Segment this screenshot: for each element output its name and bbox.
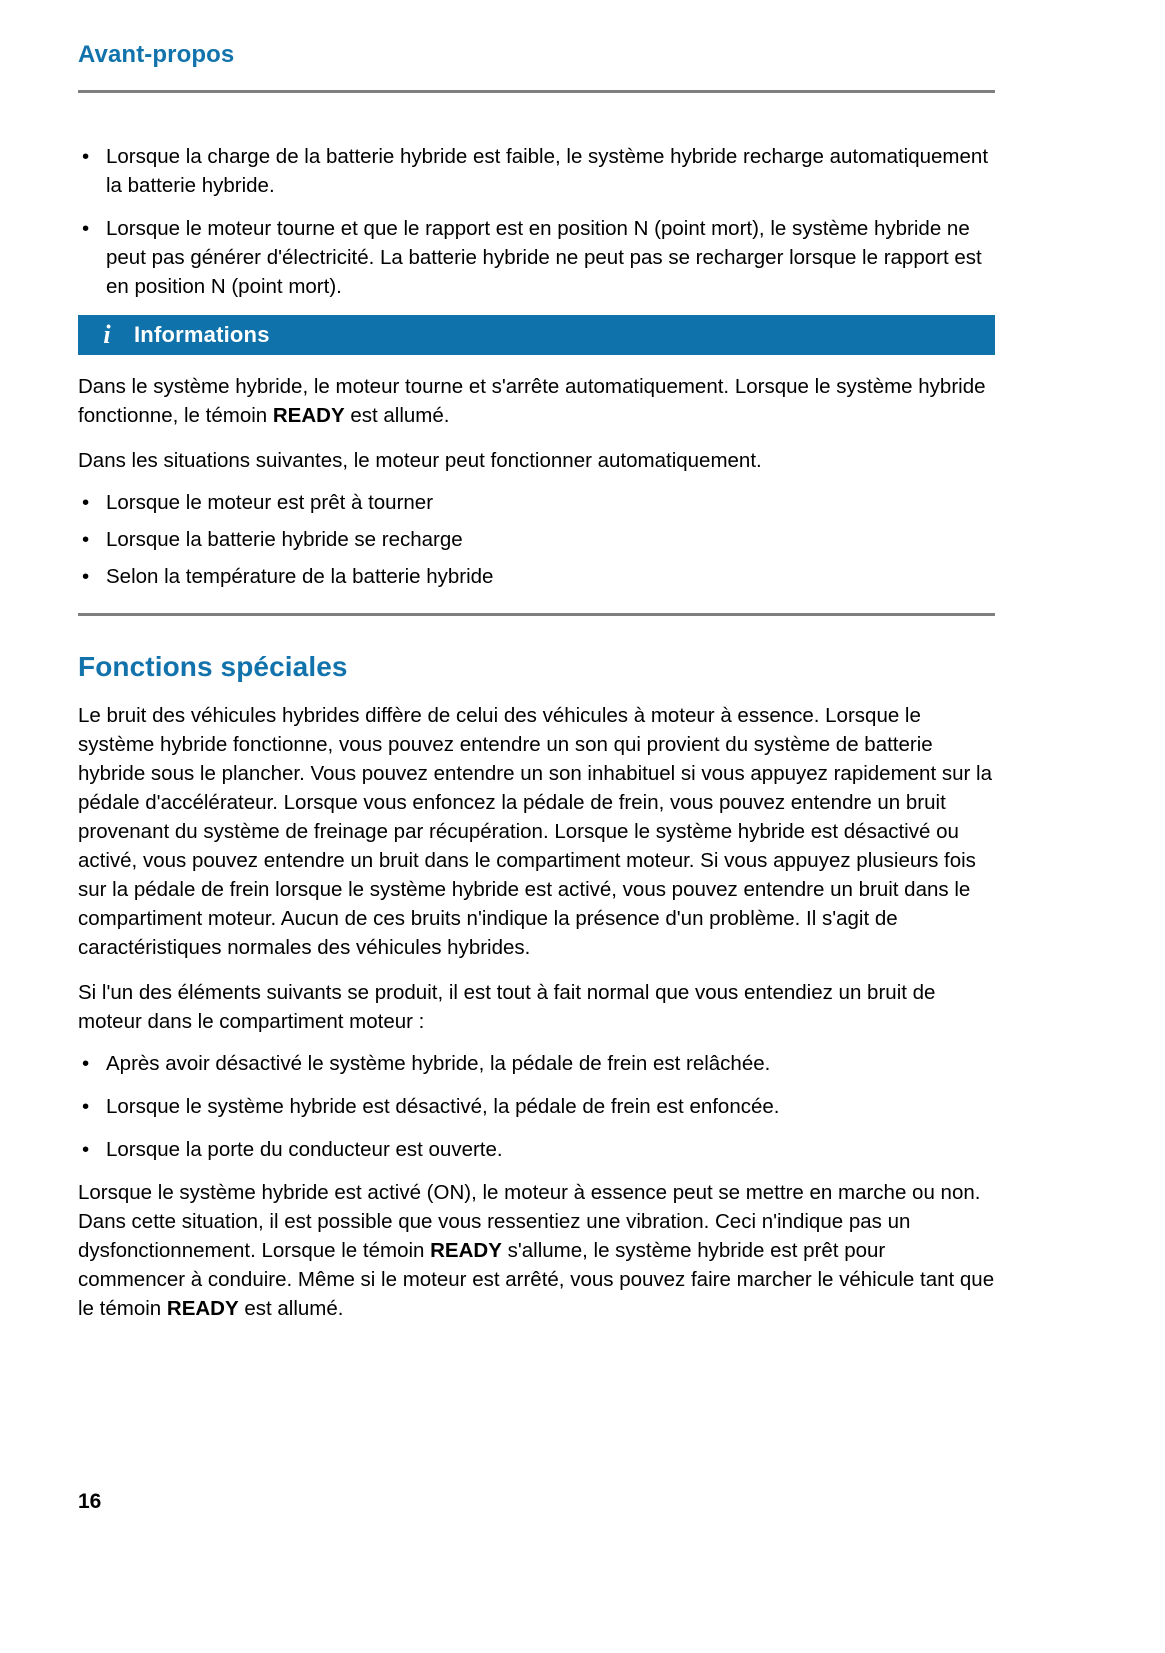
chapter-title: Avant-propos <box>78 41 235 68</box>
section-paragraph-1: Le bruit des véhicules hybrides diffère de celui des véhicules à moteur à essence. Lorsque le système hybride fonctionne, vous pouvez entendre un son qui provient du système de batterie hybride sous le plancher. Vous pouvez entendre un son inhabituel si vous appuyez rapidement sur la pédale d'accélérateur. Lorsque vous enfoncez la pédale de frein, vous pouvez entendre un bruit provenant du système de freinage par récupération. Lorsque le système hybride est désactivé ou activé, vous pouvez entendre un bruit dans le compartiment moteur. Si vous appuyez plusieurs fois sur la pédale de frein lorsque le système hybride est activé, vous pouvez entendre un bruit dans le compartiment moteur. Aucun de ces bruits n'indique la présence d'un problème. Il s'agit de caractéristiques normales des véhicules hybrides. <box>78 704 992 960</box>
info-banner-title: Informations <box>134 322 270 347</box>
list-item <box>78 525 995 554</box>
info-bullet-list <box>78 488 995 591</box>
section-paragraph-3-mid: s'allume, le système hybride est prêt pour commencer à conduire. Même si le moteur est arrêté, vous pouvez faire marcher le véhicule tant que le témoin <box>78 1239 995 1321</box>
list-item-text: Lorsque le moteur tourne et que le rapport est en position N (point mort), le système hybride ne peut pas générer d'électricité. La batterie hybride ne peut pas se recharger lorsque le rapport est en position N (point mort). <box>106 217 982 298</box>
page-number: 16 <box>78 1490 102 1513</box>
bullet-dot-icon: • <box>82 145 90 168</box>
list-item <box>78 142 995 200</box>
list-item-text: Lorsque la batterie hybride se recharge <box>106 528 463 551</box>
list-item <box>78 1049 995 1078</box>
section-paragraph-3 <box>78 1178 995 1323</box>
list-item-text: Lorsque le moteur est prêt à tourner <box>106 491 434 514</box>
info-paragraph-1-post: est allumé. <box>344 404 450 427</box>
list-item <box>78 1092 995 1121</box>
bullet-dot-icon: • <box>82 565 90 588</box>
bullet-dot-icon: • <box>82 1138 90 1162</box>
section-paragraph-3-post: est allumé. <box>238 1297 344 1321</box>
list-item-text: Lorsque la charge de la batterie hybride est faible, le système hybride recharge automatiquement la batterie hybride. <box>106 145 989 197</box>
info-paragraph-1 <box>78 372 995 430</box>
list-item-text: Après avoir désactivé le système hybride, la pédale de frein est relâchée. <box>106 1052 771 1076</box>
list-item-text: Selon la température de la batterie hybride <box>106 565 494 588</box>
bullet-dot-icon: • <box>82 491 90 514</box>
info-paragraph-1-pre: Dans le système hybride, le moteur tourne et s'arrête automatiquement. Lorsque le système hybride fonctionne, le témoin <box>78 375 986 427</box>
section-paragraph-2: Si l'un des éléments suivants se produit, il est tout à fait normal que vous entendiez un bruit de moteur dans le compartiment moteur : <box>78 981 936 1034</box>
list-item <box>78 1135 995 1164</box>
bullet-dot-icon: • <box>82 1095 90 1119</box>
info-italic-i-icon: i <box>103 320 111 349</box>
list-item-text: Lorsque la porte du conducteur est ouverte. <box>106 1138 503 1162</box>
section-bullet-list <box>78 1049 995 1164</box>
list-item-text: Lorsque le système hybride est désactivé, la pédale de frein est enfoncée. <box>106 1095 780 1119</box>
bullet-dot-icon: • <box>82 528 90 551</box>
ready-indicator-label: READY <box>430 1239 502 1263</box>
bullet-dot-icon: • <box>82 1052 90 1076</box>
info-banner <box>78 315 995 355</box>
header-divider <box>78 90 995 93</box>
ready-indicator-label: READY <box>272 404 345 427</box>
bullet-dot-icon: • <box>82 217 90 240</box>
list-item <box>78 562 995 591</box>
info-paragraph-2: Dans les situations suivantes, le moteur peut fonctionner automatiquement. <box>78 449 762 472</box>
intro-bullet-list <box>78 142 995 301</box>
list-item <box>78 214 995 301</box>
page-header <box>78 42 995 68</box>
section-divider <box>78 613 995 616</box>
page-content <box>78 142 995 1339</box>
list-item <box>78 488 995 517</box>
section-heading: Fonctions spéciales <box>78 651 348 682</box>
section-paragraph-3-pre: Lorsque le système hybride est activé (ON), le moteur à essence peut se mettre en marche ou non. Dans cette situation, il est possible que vous ressentiez une vibration. Ceci n'indique pas un dysfonctionnement. Lorsque le témoin <box>78 1181 981 1263</box>
ready-indicator-label: READY <box>166 1297 239 1321</box>
